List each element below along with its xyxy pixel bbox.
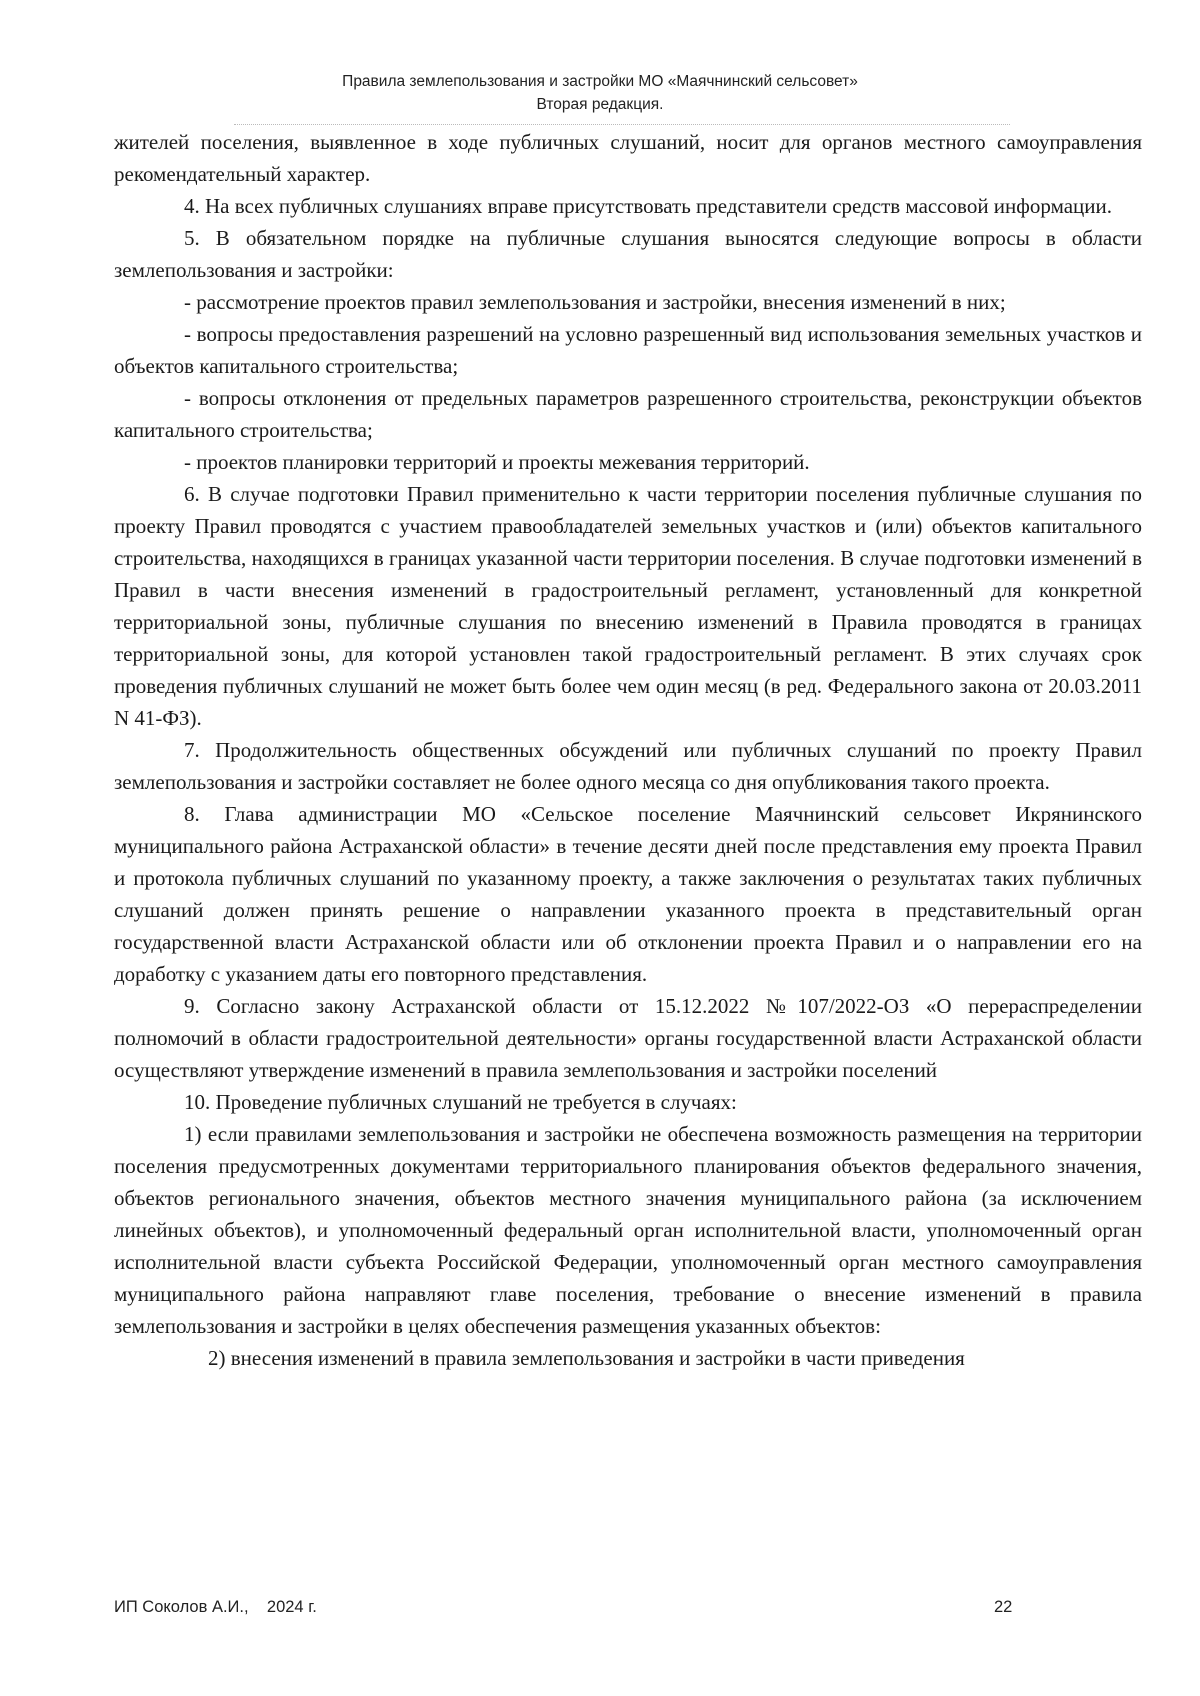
document-body bbox=[114, 126, 1142, 1374]
paragraph: 6. В случае подготовки Правил применительно к части территории поселения публичные слушания по проекту Правил проводятся с участием правообладателей земельных участков и (или) объектов капитального строительства, находящихся в границах указанной части территории поселения. В случае подготовки изменений в Правил в части внесения изменений в градостроительный регламент, установленный для конкретной территориальной зоны, публичные слушания по внесению изменений в Правила проводятся в границах территориальной зоны, для которой установлен такой градостроительный регламент. В этих случаях срок проведения публичных слушаний не может быть более чем один месяц (в ред. Федерального закона от 20.03.2011 N 41-ФЗ). bbox=[114, 482, 1142, 730]
paragraph: 5. В обязательном порядке на публичные слушания выносятся следующие вопросы в области землепользования и застройки: bbox=[114, 226, 1142, 282]
paragraph: 7. Продолжительность общественных обсуждений или публичных слушаний по проекту Правил землепользования и застройки составляет не более одного месяца со дня опубликования такого проекта. bbox=[114, 738, 1142, 794]
paragraph: 9. Согласно закону Астраханской области от 15.12.2022 №107/2022-ОЗ «О перераспределении полномочий в области градостроительной деятельности» органы государственной власти Астраханской области осуществляют утверждение изменений в правила землепользования и застройки поселений bbox=[114, 994, 1142, 1082]
paragraph: 1) если правилами землепользования и застройки не обеспечена возможность размещения на территории поселения предусмотренных документами территориального планирования объектов федерального значения, объектов регионального значения, объектов местного значения муниципального района (за исключением линейных объектов), и уполномоченный федеральный орган исполнительной власти, уполномоченный орган исполнительной власти субъекта Российской Федерации, уполномоченный орган местного самоуправления муниципального района направляют главе поселения, требование о внесение изменений в правила землепользования и застройки в целях обеспечения размещения указанных объектов: bbox=[114, 1122, 1142, 1338]
header-edition: Вторая редакция. bbox=[536, 96, 664, 113]
header-divider bbox=[234, 124, 1010, 125]
list-item: - рассмотрение проектов правил землепользования и застройки, внесения изменений в них; bbox=[184, 290, 1006, 314]
paragraph: 2) внесения изменений в правила землепользования и застройки в части приведения bbox=[208, 1346, 965, 1370]
list-item: - вопросы отклонения от предельных параметров разрешенного строительства, реконструкции объектов капитального строительства; bbox=[114, 386, 1142, 442]
page-number: 22 bbox=[994, 1598, 1013, 1616]
paragraph: 8. Глава администрации МО «Сельское поселение Маячнинский сельсовет Икрянинского муниципального района Астраханской области» в течение десяти дней после представления ему проекта Правил и протокола публичных слушаний по указанному проекту, а также заключения о результатах таких публичных слушаний должен принять решение о направлении указанного проекта в представительный орган государственной власти Астраханской области или об отклонении проекта Правил и о направлении его на доработку с указанием даты его повторного представления. bbox=[114, 802, 1142, 986]
header-title: Правила землепользования и застройки МО «Маячнинский сельсовет» bbox=[342, 73, 858, 90]
paragraph: 10. Проведение публичных слушаний не требуется в случаях: bbox=[184, 1090, 737, 1114]
paragraph: 4. На всех публичных слушаниях вправе присутствовать представители средств массовой информации. bbox=[184, 194, 1112, 218]
list-item: - вопросы предоставления разрешений на условно разрешенный вид использования земельных участков и объектов капитального строительства; bbox=[114, 322, 1142, 378]
running-header bbox=[0, 70, 1200, 116]
paragraph: жителей поселения, выявленное в ходе публичных слушаний, носит для органов местного самоуправления рекомендательный характер. bbox=[114, 130, 1142, 186]
list-item: - проектов планировки территорий и проекты межевания территорий. bbox=[184, 450, 810, 474]
footer-author: ИП Соколов А.И., 2024 г. bbox=[114, 1598, 317, 1616]
